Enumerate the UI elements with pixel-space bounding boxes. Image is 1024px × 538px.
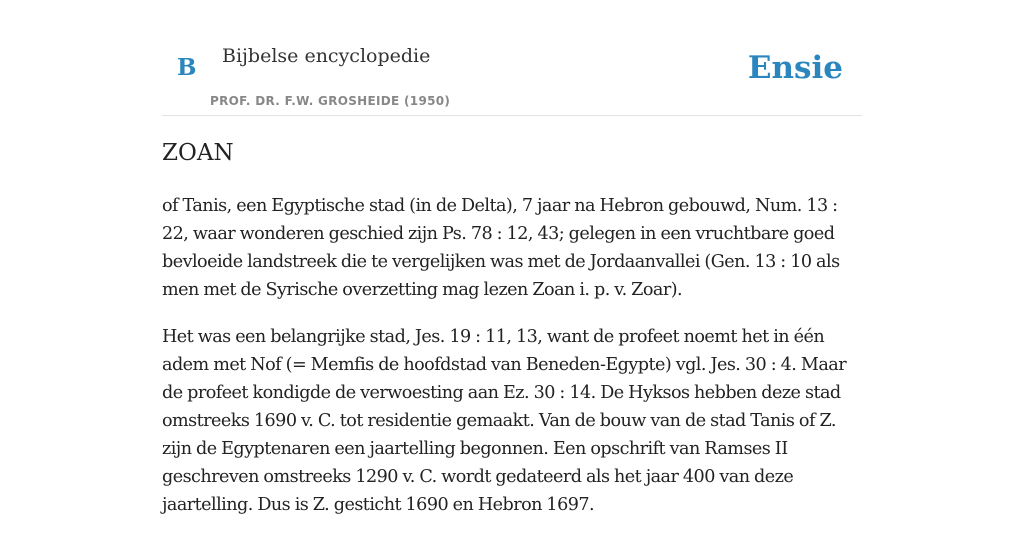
entry-title: ZOAN: [162, 140, 234, 166]
entry-paragraph-2: Het was een belangrijke stad, Jes. 19 : 11, 13, want de profeet noemt het in één adem met Nof (= Memfis de hoofdstad van Beneden-Egypte) vgl. Jes. 30 : 4. Maar de profeet kondigde de verwoesting aan Ez. 30 : 14. De Hyksos hebben deze stad omstreeks 1690 v. C. tot residentie gemaakt. Van de bouw van de stad Tanis of Z. zijn de Egyptenaren een jaartelling begonnen. Een opschrift van Ramses II geschreven omstreeks 1290 v. C. wordt gedateerd als het jaar 400 van deze jaartelling. Dus is Z. gesticht 1690 en Hebron 1697.: [162, 327, 847, 515]
book-letter-icon[interactable]: B: [177, 54, 197, 81]
header: [162, 0, 862, 116]
book-title-link[interactable]: Bijbelse encyclopedie: [222, 45, 431, 67]
entry-body: [162, 192, 862, 538]
book-author: PROF. DR. F.W. GROSHEIDE (1950): [210, 94, 451, 108]
page: [162, 0, 862, 515]
ensie-logo[interactable]: Ensie: [747, 50, 843, 86]
entry-paragraph-1: of Tanis, een Egyptische stad (in de Delta), 7 jaar na Hebron gebouwd, Num. 13 : 22, waar wonderen geschied zijn Ps. 78 : 12, 43; gelegen in een vruchtbare goed bevloeide landstreek die te vergelijken was met de Jordaanvallei (Gen. 13 : 10 als men met de Syrische overzetting mag lezen Zoan i. p. v. Zoar).: [162, 196, 840, 300]
